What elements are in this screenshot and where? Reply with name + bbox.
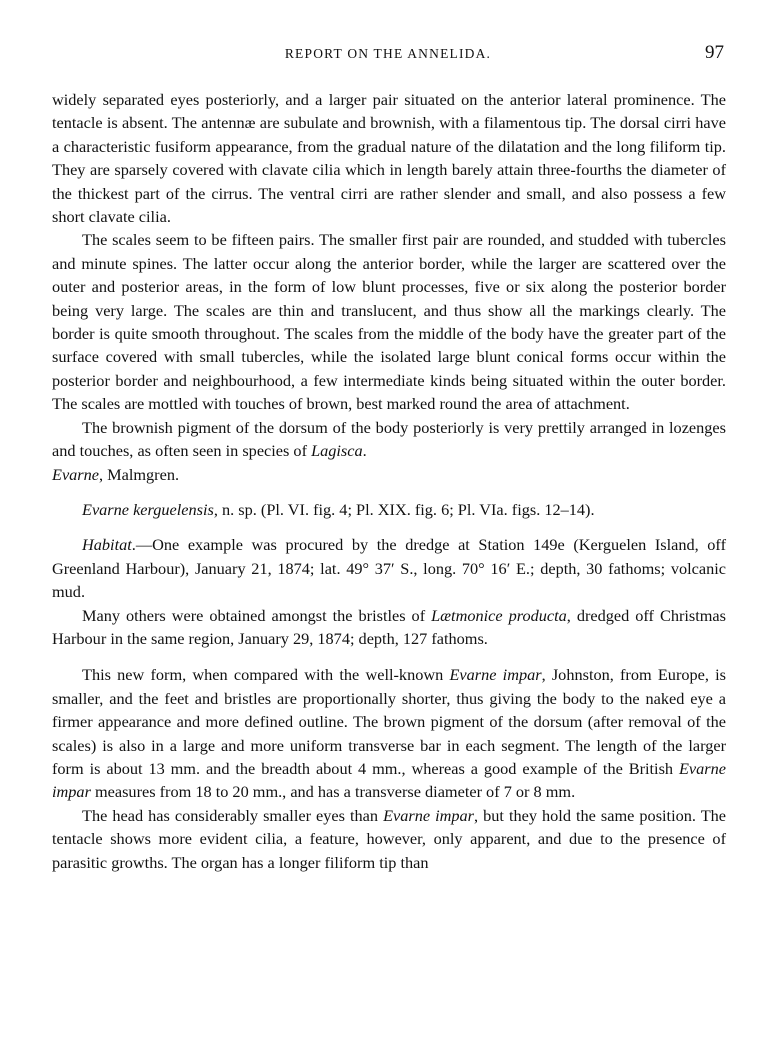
description-paragraph-2 [52,804,726,874]
genus-heading [52,463,726,486]
paragraph-scales: The scales seem to be fifteen pairs. The smaller first pair are rounded, and studded with tubercles and minute spines. The latter occur along the anterior border, while the larger are scattered over the outer and posterior areas, in the form of low blunt processes, five or six along the posterior border being very large. The scales are thin and translucent, and thus show all the markings clearly. The border is quite smooth throughout. The scales from the middle of the body have the greater part of the surface covered with small tubercles, while the isolated large blunt conical forms occur within the posterior border and neighbourhood, a few intermediate kinds being situated within the outer border. The scales are mottled with touches of brown, best marked round the area of attachment. [52,230,726,414]
habitat-label: Habitat [82,535,132,555]
desc-p1-end: measures from 18 to 20 mm., and has a transverse diameter of 7 or 8 mm. [90,782,576,802]
desc-p1-start: This new form, when compared with the well-known [82,665,450,685]
page-number: 97 [705,42,724,63]
paragraph-continued: widely separated eyes posteriorly, and a larger pair situated on the anterior lateral prominence. The tentacle is absent. The antennæ are subulate and brownish, with a filamentous tip. The dorsal cirri have a characteristic fusiform appearance, from the gradual nature of the dilatation and the long filiform tip. They are sparsely covered with clavate cilia which in length barely attain three-fourths the diameter of the thickest part of the cirrus. The ventral cirri are rather slender and small, and also possess a few short clavate cilia. [52,90,726,227]
pigment-text: The brownish pigment of the dorsum of the body posteriorly is very prettily arranged in lozenges and touches, as often seen in species of [52,417,726,461]
body-text [52,88,726,874]
species-evarne-impar-3: Evarne impar [383,805,475,825]
paragraph-pigment [52,416,726,463]
species-name: Evarne kerguelensis [82,499,214,519]
habitat-p2-start: Many others were obtained amongst the bristles of [82,605,432,625]
genus-name: Evarne [52,464,100,484]
species-references: , n. sp. (Pl. VI. fig. 4; Pl. XIX. fig. 6; Pl. VIa. figs. 12–14). [213,499,595,519]
description-paragraph-1 [52,663,726,803]
habitat-paragraph-2 [52,604,726,651]
species-evarne-impar-1: Evarne impar [449,665,542,685]
species-laetmonice: Lætmonice producta [431,605,567,625]
species-evarne-impar-2: Evarne impar [52,758,726,802]
species-line [52,498,726,521]
running-title: REPORT ON THE ANNELIDA. [284,46,492,61]
habitat-text: .—One example was procured by the dredge at Station 149e (Kerguelen Island, off Greenland Harbour), January 21, 1874; lat. 49° 37′ S., long. 70° 16′ E.; depth, 30 fathoms; volcanic mud. [52,535,726,602]
pigment-end: . [362,441,367,461]
desc-p1-mid: , Johnston, from Europe, is smaller, and the feet and bristles are proportionally shorter, thus giving the body to the naked eye a firmer appearance and more defined outline. The brown pigment of the dorsum (after removal of the scales) is also in a large and more uniform transverse bar in each segment. The length of the larger form is about 13 mm. and the breadth about 4 mm., whereas a good example of the British [52,665,727,778]
desc-p2-end: , but they hold the same position. The tentacle shows more evident cilia, a feature, however, only apparent, and due to the presence of parasitic growths. The organ has a longer filiform tip than [52,805,727,872]
genus-lagisca: Lagisca [311,441,363,461]
running-head [52,40,724,64]
habitat-p2-end: , dredged off Christmas Harbour in the same region, January 29, 1874; depth, 127 fathoms. [52,605,726,648]
habitat-paragraph [52,533,726,603]
genus-authority: , Malmgren. [99,464,180,484]
desc-p2-start: The head has considerably smaller eyes than [82,805,384,825]
